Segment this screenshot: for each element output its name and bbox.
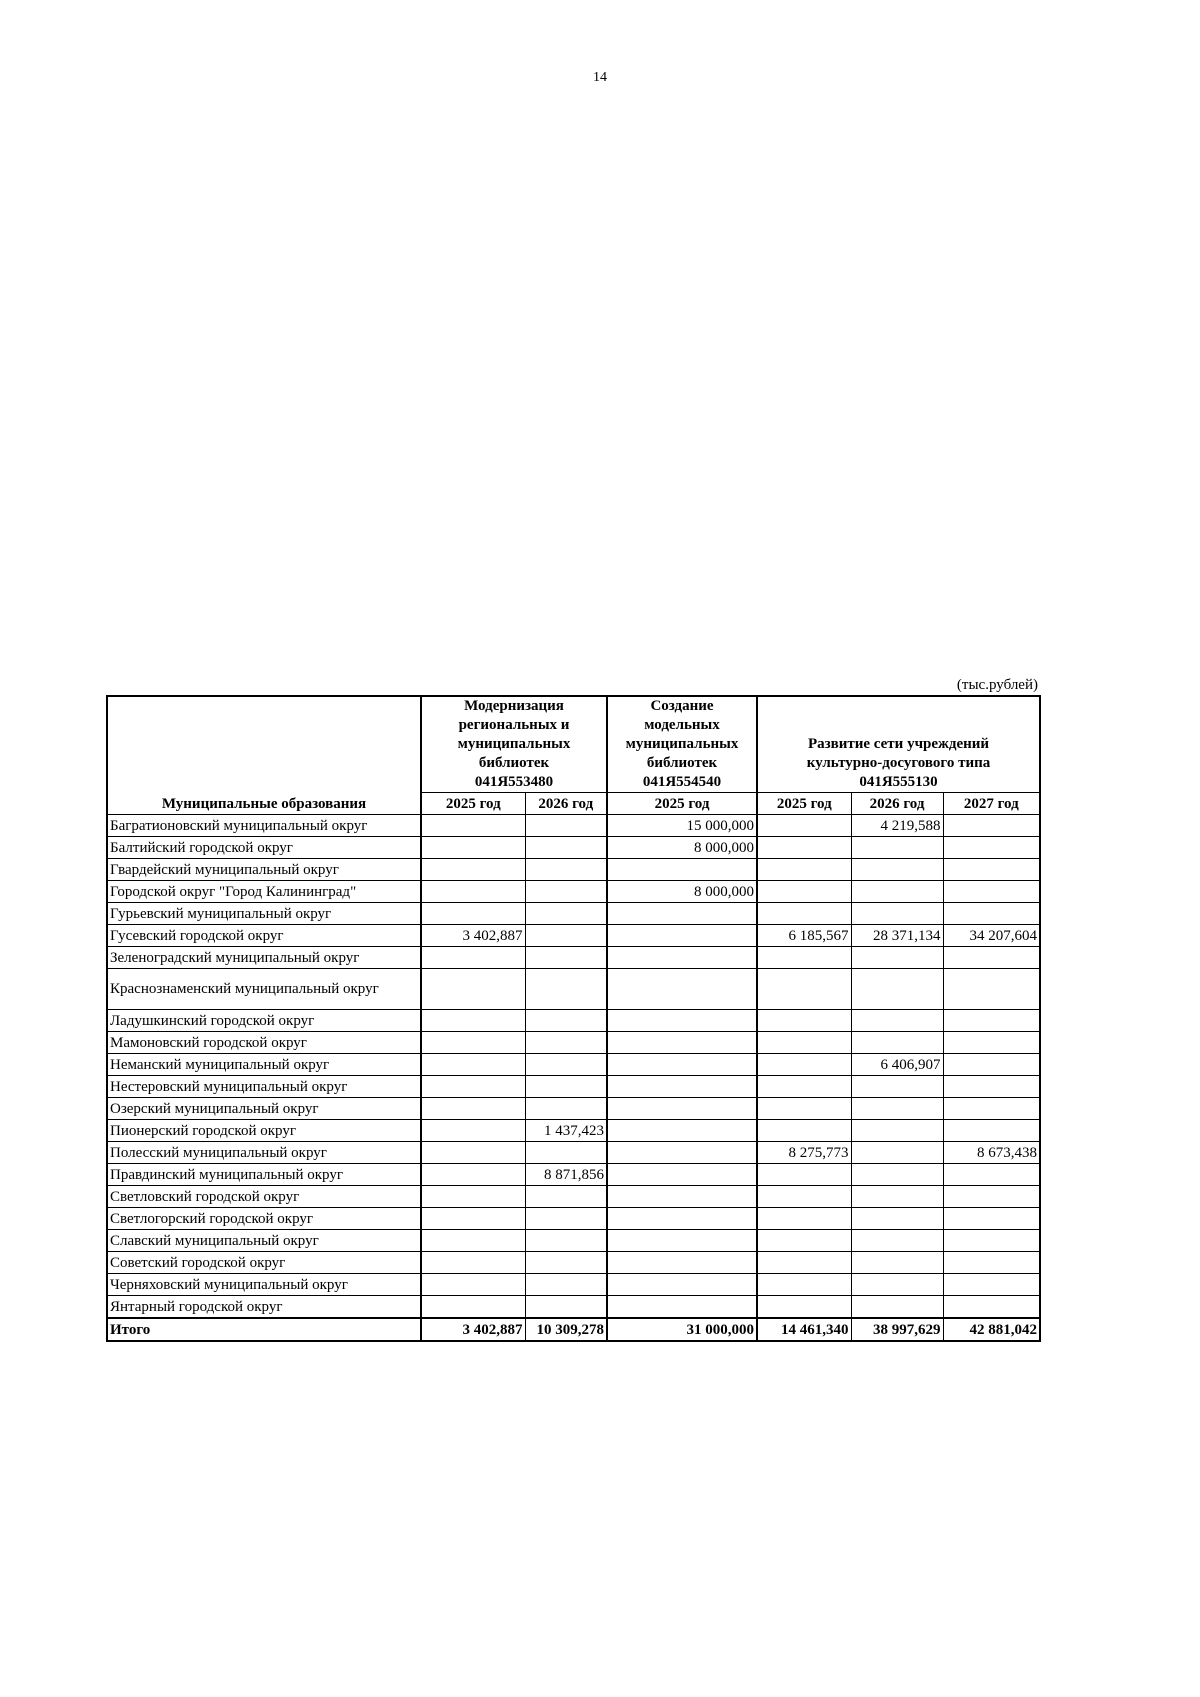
table-row — [107, 1054, 1040, 1076]
table-row — [107, 1032, 1040, 1054]
value-cell — [851, 1032, 943, 1054]
table-row — [107, 1164, 1040, 1186]
value-cell — [525, 1252, 607, 1274]
value-cell — [943, 903, 1040, 925]
value-cell — [421, 947, 525, 969]
year-header: 2025 год — [421, 793, 525, 815]
value-cell — [607, 1186, 757, 1208]
municipality-name: Гвардейский муниципальный округ — [107, 859, 421, 881]
value-cell: 8 275,773 — [757, 1142, 851, 1164]
header-model-libraries: Создание модельных муниципальных библиотек 041Я554540 — [607, 696, 757, 793]
value-cell — [525, 903, 607, 925]
value-cell — [757, 1230, 851, 1252]
municipality-name: Балтийский городской округ — [107, 837, 421, 859]
value-cell — [757, 1010, 851, 1032]
total-row — [107, 1318, 1040, 1341]
value-cell — [757, 969, 851, 1010]
value-cell — [757, 881, 851, 903]
value-cell — [943, 1098, 1040, 1120]
value-cell — [607, 1164, 757, 1186]
value-cell: 10 309,278 — [525, 1318, 607, 1341]
municipality-name: Черняховский муниципальный округ — [107, 1274, 421, 1296]
value-cell — [525, 1010, 607, 1032]
value-cell — [757, 815, 851, 837]
value-cell: 38 997,629 — [851, 1318, 943, 1341]
value-cell — [607, 1054, 757, 1076]
value-cell: 8 871,856 — [525, 1164, 607, 1186]
value-cell — [757, 1164, 851, 1186]
value-cell — [851, 1230, 943, 1252]
header-cultural-network: Развитие сети учреждений культурно-досугового типа 041Я555130 — [757, 696, 1040, 793]
value-cell — [421, 815, 525, 837]
value-cell — [943, 969, 1040, 1010]
value-cell — [525, 969, 607, 1010]
value-cell — [757, 1186, 851, 1208]
value-cell — [421, 1098, 525, 1120]
value-cell — [607, 903, 757, 925]
value-cell: 15 000,000 — [607, 815, 757, 837]
value-cell — [757, 837, 851, 859]
value-cell — [421, 1208, 525, 1230]
value-cell — [851, 837, 943, 859]
value-cell — [757, 947, 851, 969]
table-row — [107, 1208, 1040, 1230]
municipality-name: Гусевский городской округ — [107, 925, 421, 947]
value-cell — [851, 1010, 943, 1032]
year-header: 2026 год — [525, 793, 607, 815]
value-cell — [851, 1252, 943, 1274]
value-cell — [757, 1296, 851, 1319]
value-cell — [943, 881, 1040, 903]
value-cell — [943, 1164, 1040, 1186]
value-cell — [421, 1120, 525, 1142]
municipality-name: Светловский городской округ — [107, 1186, 421, 1208]
municipality-name: Нестеровский муниципальный округ — [107, 1076, 421, 1098]
value-cell: 8 000,000 — [607, 881, 757, 903]
value-cell — [421, 1142, 525, 1164]
municipality-name: Мамоновский городской округ — [107, 1032, 421, 1054]
value-cell — [851, 1076, 943, 1098]
value-cell — [421, 1010, 525, 1032]
municipality-name: Янтарный городской округ — [107, 1296, 421, 1319]
value-cell — [525, 1054, 607, 1076]
value-cell — [851, 1098, 943, 1120]
value-cell — [943, 1296, 1040, 1319]
year-header: 2027 год — [943, 793, 1040, 815]
value-cell — [943, 1186, 1040, 1208]
value-cell — [421, 1296, 525, 1319]
year-header: 2025 год — [607, 793, 757, 815]
value-cell — [525, 1076, 607, 1098]
value-cell — [607, 925, 757, 947]
value-cell — [607, 1120, 757, 1142]
table-row — [107, 1296, 1040, 1319]
value-cell — [943, 1120, 1040, 1142]
municipality-name: Гурьевский муниципальный округ — [107, 903, 421, 925]
units-label: (тыс.рублей) — [956, 677, 1038, 693]
value-cell — [607, 1252, 757, 1274]
value-cell — [851, 1164, 943, 1186]
municipality-name: Неманский муниципальный округ — [107, 1054, 421, 1076]
table-row — [107, 1076, 1040, 1098]
municipality-name: Озерский муниципальный округ — [107, 1098, 421, 1120]
value-cell — [525, 815, 607, 837]
value-cell — [943, 1076, 1040, 1098]
municipality-name: Полесский муниципальный округ — [107, 1142, 421, 1164]
value-cell: 34 207,604 — [943, 925, 1040, 947]
table-row — [107, 1010, 1040, 1032]
table-row — [107, 925, 1040, 947]
value-cell — [851, 947, 943, 969]
table-row — [107, 1230, 1040, 1252]
value-cell — [943, 1252, 1040, 1274]
table-row — [107, 1142, 1040, 1164]
value-cell — [851, 969, 943, 1010]
value-cell — [851, 1296, 943, 1319]
value-cell — [943, 815, 1040, 837]
value-cell — [607, 1230, 757, 1252]
municipality-name: Зеленоградский муниципальный округ — [107, 947, 421, 969]
value-cell — [421, 1274, 525, 1296]
value-cell — [607, 1208, 757, 1230]
value-cell — [851, 1142, 943, 1164]
value-cell — [421, 1076, 525, 1098]
value-cell — [943, 837, 1040, 859]
value-cell — [525, 925, 607, 947]
table-row — [107, 1252, 1040, 1274]
value-cell — [757, 1252, 851, 1274]
value-cell — [943, 1208, 1040, 1230]
value-cell — [757, 1120, 851, 1142]
value-cell — [851, 1120, 943, 1142]
value-cell — [757, 1274, 851, 1296]
value-cell: 8 000,000 — [607, 837, 757, 859]
table-row — [107, 1098, 1040, 1120]
value-cell — [525, 859, 607, 881]
value-cell: 28 371,134 — [851, 925, 943, 947]
value-cell — [607, 1098, 757, 1120]
value-cell — [525, 1098, 607, 1120]
year-header: 2025 год — [757, 793, 851, 815]
value-cell — [421, 1252, 525, 1274]
table-body — [107, 815, 1040, 1342]
value-cell: 31 000,000 — [607, 1318, 757, 1341]
value-cell — [607, 1032, 757, 1054]
value-cell — [607, 1274, 757, 1296]
value-cell — [607, 859, 757, 881]
value-cell: 4 219,588 — [851, 815, 943, 837]
table-row — [107, 903, 1040, 925]
value-cell — [525, 1274, 607, 1296]
value-cell — [525, 1186, 607, 1208]
value-cell: 6 185,567 — [757, 925, 851, 947]
value-cell — [943, 1032, 1040, 1054]
header-municipality: Муниципальные образования — [107, 696, 421, 815]
municipality-name: Городской округ "Город Калининград" — [107, 881, 421, 903]
value-cell — [525, 1142, 607, 1164]
municipality-name: Светлогорский городской округ — [107, 1208, 421, 1230]
value-cell — [851, 903, 943, 925]
value-cell — [421, 859, 525, 881]
table-row — [107, 859, 1040, 881]
table-row — [107, 1186, 1040, 1208]
value-cell — [757, 1054, 851, 1076]
value-cell — [421, 1230, 525, 1252]
municipality-name: Краснознаменский муниципальный округ — [107, 969, 421, 1010]
value-cell — [421, 969, 525, 1010]
value-cell — [421, 1032, 525, 1054]
table-row — [107, 1274, 1040, 1296]
value-cell — [757, 903, 851, 925]
value-cell — [851, 1274, 943, 1296]
value-cell — [851, 859, 943, 881]
table-row — [107, 947, 1040, 969]
value-cell — [851, 1208, 943, 1230]
table-row — [107, 1120, 1040, 1142]
value-cell — [607, 1010, 757, 1032]
value-cell: 3 402,887 — [421, 925, 525, 947]
value-cell — [525, 1032, 607, 1054]
value-cell — [943, 1274, 1040, 1296]
value-cell — [607, 969, 757, 1010]
value-cell: 8 673,438 — [943, 1142, 1040, 1164]
value-cell — [607, 1076, 757, 1098]
value-cell — [421, 837, 525, 859]
municipality-name: Багратионовский муниципальный округ — [107, 815, 421, 837]
value-cell — [421, 881, 525, 903]
year-header: 2026 год — [851, 793, 943, 815]
value-cell — [757, 1032, 851, 1054]
value-cell — [525, 1296, 607, 1319]
value-cell — [757, 859, 851, 881]
value-cell — [851, 881, 943, 903]
value-cell — [525, 1230, 607, 1252]
value-cell — [757, 1098, 851, 1120]
value-cell — [525, 947, 607, 969]
header-library-modernization: Модернизация региональных и муниципальных библиотек 041Я553480 — [421, 696, 607, 793]
municipality-name: Итого — [107, 1318, 421, 1341]
value-cell — [525, 837, 607, 859]
value-cell: 3 402,887 — [421, 1318, 525, 1341]
value-cell: 6 406,907 — [851, 1054, 943, 1076]
value-cell — [525, 1208, 607, 1230]
value-cell — [525, 881, 607, 903]
value-cell: 1 437,423 — [525, 1120, 607, 1142]
value-cell — [943, 859, 1040, 881]
budget-table — [106, 695, 1041, 1342]
page-number: 14 — [593, 70, 607, 85]
value-cell — [607, 1142, 757, 1164]
value-cell — [943, 947, 1040, 969]
value-cell — [421, 1054, 525, 1076]
value-cell — [607, 1296, 757, 1319]
municipality-name: Ладушкинский городской округ — [107, 1010, 421, 1032]
table-row — [107, 881, 1040, 903]
value-cell — [757, 1076, 851, 1098]
value-cell — [943, 1010, 1040, 1032]
value-cell — [421, 1164, 525, 1186]
value-cell — [851, 1186, 943, 1208]
value-cell — [421, 1186, 525, 1208]
municipality-name: Славский муниципальный округ — [107, 1230, 421, 1252]
value-cell: 42 881,042 — [943, 1318, 1040, 1341]
municipality-name: Пионерский городской округ — [107, 1120, 421, 1142]
municipality-name: Правдинский муниципальный округ — [107, 1164, 421, 1186]
table-row — [107, 837, 1040, 859]
value-cell — [421, 903, 525, 925]
table-row — [107, 969, 1040, 1010]
value-cell — [943, 1054, 1040, 1076]
table-row — [107, 815, 1040, 837]
value-cell — [607, 947, 757, 969]
municipality-name: Советский городской округ — [107, 1252, 421, 1274]
value-cell: 14 461,340 — [757, 1318, 851, 1341]
value-cell — [757, 1208, 851, 1230]
value-cell — [943, 1230, 1040, 1252]
